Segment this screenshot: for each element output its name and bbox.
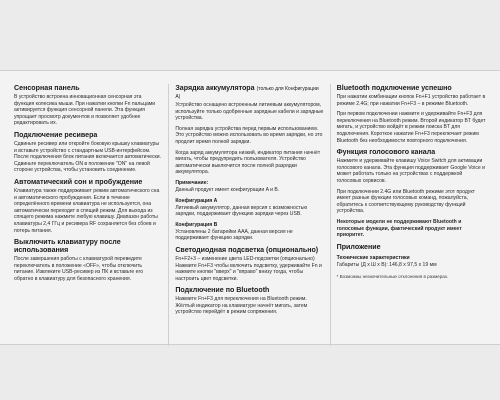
spec-label: Технические характеристики bbox=[336, 254, 410, 261]
section-title: Приложение bbox=[336, 242, 381, 251]
spec-text: Габариты (Д x Ш x В): 146,8 x 97,5 x 19 мм bbox=[336, 261, 437, 268]
section-text: Полная зарядка устройства перед первым использованием. Это устройство можно использовать во время зарядки, но это продлит время полной зарядки. bbox=[175, 125, 323, 145]
footnote: * Возможны незначительные отклонения в размерах. bbox=[336, 274, 449, 280]
config-a-label: Конфигурация A bbox=[175, 197, 218, 204]
note-strong: Некоторые модели не поддерживают Bluetooth и голосовые функции, фактический продукт имеет приоритет. bbox=[336, 218, 462, 239]
section-text: Когда заряд аккумулятора низкий, индикатор питания начнёт мигать, чтобы предупредить пользователя. Устройство автоматически выключится после полной разрядки аккумулятора. bbox=[175, 149, 321, 176]
section-title: Выключить клавиатуру после использования bbox=[14, 238, 121, 255]
section-title: Сенсорная панель bbox=[14, 84, 80, 92]
section-title: Bluetooth подключение успешно bbox=[336, 84, 452, 92]
top-rule bbox=[0, 70, 500, 71]
section-text: Сдвиньте ресивер или откройте боковую крышку клавиатуры и вставьте устройство с стандартным USB-интерфейсом. После подключения блок питания включается автоматически. Сдвиньте переключатель ON в положение "ON" на левой стороне устройства, чтобы установить соединение. bbox=[14, 140, 162, 174]
note-label: Примечание: bbox=[175, 179, 209, 186]
section-title bbox=[175, 84, 323, 100]
config-b-text: Установлены 2 батарейки AAA, данная версия не поддерживает функцию зарядки. bbox=[175, 228, 293, 242]
section-text: Клавиатура также поддерживает режим автоматического сна и автоматического пробуждения. Если в течение определённого времени клавиатура не используется, она автоматически переходит в спящий режим. Для выхода из спящего режима нажмите любую клавишу. Диапазон работы клавиатуры 2,4 ГГц и ресивера RF сохраняется без сбоев и потерь питания. bbox=[14, 187, 160, 234]
section-text: Устройство оснащено встроенным литиевым аккумулятором, используйте только одобренные зарядные кабели и зарядные устройства. bbox=[175, 102, 324, 122]
section-title: Функция голосового канала bbox=[336, 148, 436, 157]
section-text: При подключении 2.4G или Bluetooth режиме этот продукт имеет разные функции голосовых команд, пожалуйста, обратитесь к соответствующему руководству функций устройства. bbox=[336, 188, 475, 215]
section-text: При первом подключении нажмите и удерживайте Fn+F3 для переключения на Bluetooth режим. Второй индикатор BT будет мигать, и устройство войдёт в режим поиска BT для подключения. Короткое нажатие Fn+F3 переключает режим Bluetooth без необходимости повторного подключения. bbox=[336, 111, 486, 144]
bottom-band bbox=[0, 345, 500, 400]
section-text: Fn+F2+3 – изменение цвета LED-подсветки (опционально) Нажмите Fn+F3 чтобы включить подсветку, удерживайте Fn и нажмите кнопки "вверх" и "вправо" внизу тогда, чтобы настроить цвет подсветки. bbox=[175, 255, 322, 282]
section-text: После завершения работы с клавиатурой переведите переключатель в положение «OFF», чтобы отключить питание. Извлеките USB-ресивер из ПК и вставьте его обратно в клавиатуру для безопасного хранения. bbox=[14, 256, 144, 282]
title-note: (только для Конфигурации A) bbox=[175, 86, 319, 100]
section-title: Светодиодная подсветка (опционально) bbox=[175, 245, 319, 254]
column-3 bbox=[331, 84, 492, 346]
section-text: Нажмите Fn+F3 для переключения на Bluetooth режим. Жёлтый индикатор на клавиатуре начнёт мигать, затем устройство перейдёт в режим сопряжения. bbox=[175, 296, 308, 316]
config-b-label: Конфигурация B bbox=[175, 221, 218, 228]
column-1 bbox=[8, 84, 169, 346]
section-title: Подключение по Bluetooth bbox=[175, 286, 270, 295]
section-title: Подключение ресивера bbox=[14, 130, 98, 139]
config-a-text: Литиевый аккумулятор, данная версия с возможностью зарядки, поддерживает функцию зарядки через USB. bbox=[175, 204, 308, 218]
top-band bbox=[0, 0, 500, 70]
title-text: Зарядка аккумулятора bbox=[175, 84, 255, 92]
section-text: В устройство встроена инновационная сенсорная эта функция колесика мыши. При нажатии кнопки Fn пальцами активируется функция сенсорной панели. Эта функция упрощает просмотр документов и позволяет удобнее редактировать их. bbox=[14, 94, 156, 127]
section-text: При нажатии комбинации кнопок Fn+F1 устройство работает в режиме 2.4G; при нажатии Fn+F3 – в режиме Bluetooth. bbox=[336, 94, 486, 107]
note-text: Данный продукт имеет конфигурации A и B. bbox=[175, 186, 280, 193]
content-columns bbox=[8, 84, 492, 346]
section-title: Автоматический сон и пробуждение bbox=[14, 177, 143, 186]
section-text: Нажмите и удерживайте клавишу Voice Switch для активации голосового канала. Эта функция поддерживает Google Voice и может работать только на устройствах с поддержкой голосовых сервисов. bbox=[336, 158, 485, 184]
column-2 bbox=[169, 84, 330, 346]
